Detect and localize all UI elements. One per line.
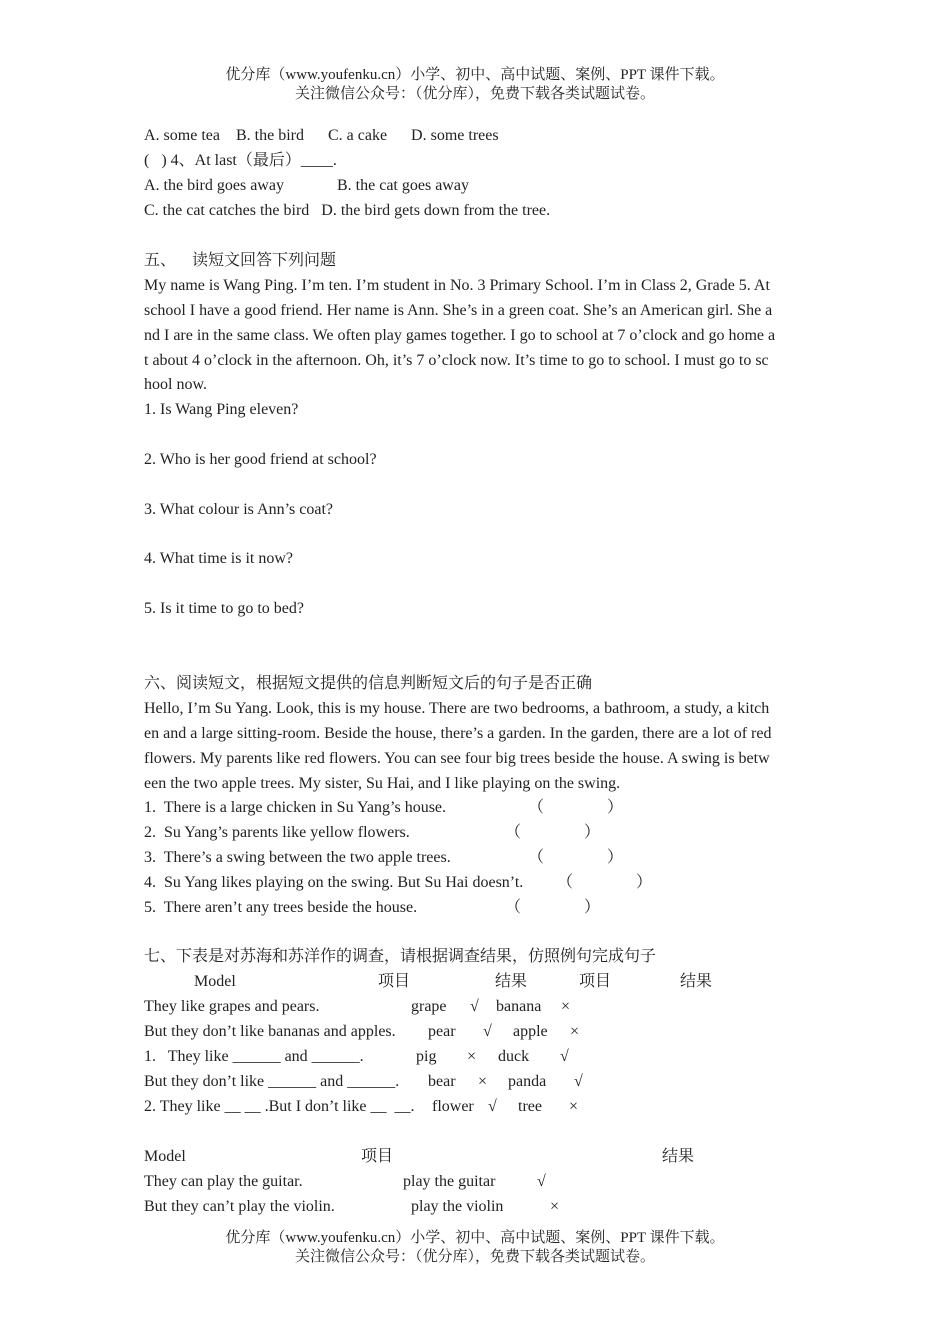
section5-question: 3. What colour is Ann’s coat? xyxy=(144,501,333,518)
answer-paren-close: ） xyxy=(636,874,653,891)
table-header-result: 结果 xyxy=(680,973,713,990)
table2-item: play the guitar xyxy=(403,1173,496,1190)
section5-passage-line: school I have a good friend. Her name is Ann. She’s in a green coat. She’s an American girl. She a xyxy=(144,302,773,319)
table-result: √ xyxy=(560,1048,569,1065)
table-result: × xyxy=(561,998,571,1015)
table-item: pig xyxy=(416,1048,437,1065)
table-header-model: Model xyxy=(194,973,236,990)
section5-title: 五、 读短文回答下列问题 xyxy=(144,252,337,269)
section6-passage-line: flowers. My parents like red flowers. You can see four big trees beside the house. A swing is betw xyxy=(144,750,770,767)
table2-row-sentence: But they can’t play the violin. xyxy=(144,1198,335,1215)
table-item: banana xyxy=(496,998,542,1015)
section5-question: 4. What time is it now? xyxy=(144,550,294,567)
q3-options: A. some tea B. the bird C. a cake D. some trees xyxy=(144,127,499,144)
section6-statement: 2. Su Yang’s parents like yellow flowers. xyxy=(144,824,410,841)
answer-paren-open: （ xyxy=(528,799,545,816)
table2-header-model: Model xyxy=(144,1148,186,1165)
section7-title: 七、下表是对苏海和苏洋作的调查，请根据调查结果，仿照例句完成句子 xyxy=(144,948,657,965)
answer-paren-open: （ xyxy=(528,849,545,866)
table-result: × xyxy=(569,1098,579,1115)
table-row-sentence: But they don’t like ______ and ______. xyxy=(144,1073,400,1090)
section5-passage-line: nd I are in the same class. We often play games together. I go to school at 7 o’clock and go home a xyxy=(144,327,776,344)
q4-option-b: B. the cat goes away xyxy=(337,177,469,194)
table-result: √ xyxy=(483,1023,492,1040)
table-result: √ xyxy=(488,1098,497,1115)
answer-paren-close: ） xyxy=(607,799,624,816)
table-item: panda xyxy=(508,1073,547,1090)
table-row-sentence: 2. They like __ __ .But I don’t like __ __. xyxy=(144,1098,415,1115)
answer-paren-open: （ xyxy=(505,824,522,841)
table-row-sentence: 1. They like ______ and ______. xyxy=(144,1048,364,1065)
table-header-item: 项目 xyxy=(579,973,612,990)
table-result: × xyxy=(467,1048,477,1065)
footer-line-1: 优分库（www.youfenku.cn）小学、初中、高中试题、案例、PPT 课件下载。 xyxy=(225,1230,725,1246)
table-row-sentence: They like grapes and pears. xyxy=(144,998,320,1015)
q4-option-cd: C. the cat catches the bird D. the bird gets down from the tree. xyxy=(144,202,551,219)
section5-passage-line: t about 4 o’clock in the afternoon. Oh, it’s 7 o’clock now. It’s time to go to school. I must go to sc xyxy=(144,352,769,369)
table-header-item: 项目 xyxy=(378,973,411,990)
table-item: grape xyxy=(411,998,447,1015)
section6-title: 六、阅读短文，根据短文提供的信息判断短文后的句子是否正确 xyxy=(144,675,593,692)
table-row-sentence: But they don’t like bananas and apples. xyxy=(144,1023,396,1040)
table-result: √ xyxy=(574,1073,583,1090)
table-header-result: 结果 xyxy=(495,973,528,990)
section5-question: 1. Is Wang Ping eleven? xyxy=(144,401,299,418)
table-result: × xyxy=(478,1073,488,1090)
table2-header-result: 结果 xyxy=(662,1148,695,1165)
q4-option-a: A. the bird goes away xyxy=(144,177,284,194)
answer-paren-close: ） xyxy=(584,899,601,916)
section6-statement: 5. There aren’t any trees beside the house. xyxy=(144,899,418,916)
section6-statement: 4. Su Yang likes playing on the swing. But Su Hai doesn’t. xyxy=(144,874,524,891)
section5-passage-line: hool now. xyxy=(144,376,207,393)
section6-statement: 1. There is a large chicken in Su Yang’s house. xyxy=(144,799,447,816)
table-result: √ xyxy=(470,998,479,1015)
section6-passage-line: en and a large sitting-room. Beside the house, there’s a garden. In the garden, there are a lot of red xyxy=(144,725,772,742)
table-item: bear xyxy=(428,1073,456,1090)
table-item: apple xyxy=(513,1023,548,1040)
table-item: pear xyxy=(428,1023,456,1040)
table2-result: √ xyxy=(537,1173,546,1190)
table2-item: play the violin xyxy=(411,1198,504,1215)
header-line-2: 关注微信公众号：（优分库），免费下载各类试题试卷。 xyxy=(294,86,655,102)
footer-line-2: 关注微信公众号：（优分库），免费下载各类试题试卷。 xyxy=(294,1249,655,1265)
section5-passage-line: My name is Wang Ping. I’m ten. I’m student in No. 3 Primary School. I’m in Class 2, Grade 5. At xyxy=(144,277,770,294)
table-result: × xyxy=(570,1023,580,1040)
answer-paren-open: （ xyxy=(505,899,522,916)
section5-question: 5. Is it time to go to bed? xyxy=(144,600,304,617)
section6-passage-line: Hello, I’m Su Yang. Look, this is my house. There are two bedrooms, a bathroom, a study, a kitch xyxy=(144,700,770,717)
section6-passage-line: een the two apple trees. My sister, Su Hai, and I like playing on the swing. xyxy=(144,775,621,792)
table-item: tree xyxy=(518,1098,542,1115)
table2-row-sentence: They can play the guitar. xyxy=(144,1173,303,1190)
table2-result: × xyxy=(550,1198,560,1215)
section5-question: 2. Who is her good friend at school? xyxy=(144,451,377,468)
table2-header-item: 项目 xyxy=(361,1148,394,1165)
q4-question: ( ) 4、At last（最后）____. xyxy=(144,152,337,169)
answer-paren-open: （ xyxy=(557,874,574,891)
table-item: flower xyxy=(432,1098,474,1115)
answer-paren-close: ） xyxy=(584,824,601,841)
header-line-1: 优分库（www.youfenku.cn）小学、初中、高中试题、案例、PPT 课件下载。 xyxy=(225,67,725,83)
answer-paren-close: ） xyxy=(607,849,624,866)
table-item: duck xyxy=(498,1048,530,1065)
section6-statement: 3. There’s a swing between the two apple trees. xyxy=(144,849,451,866)
